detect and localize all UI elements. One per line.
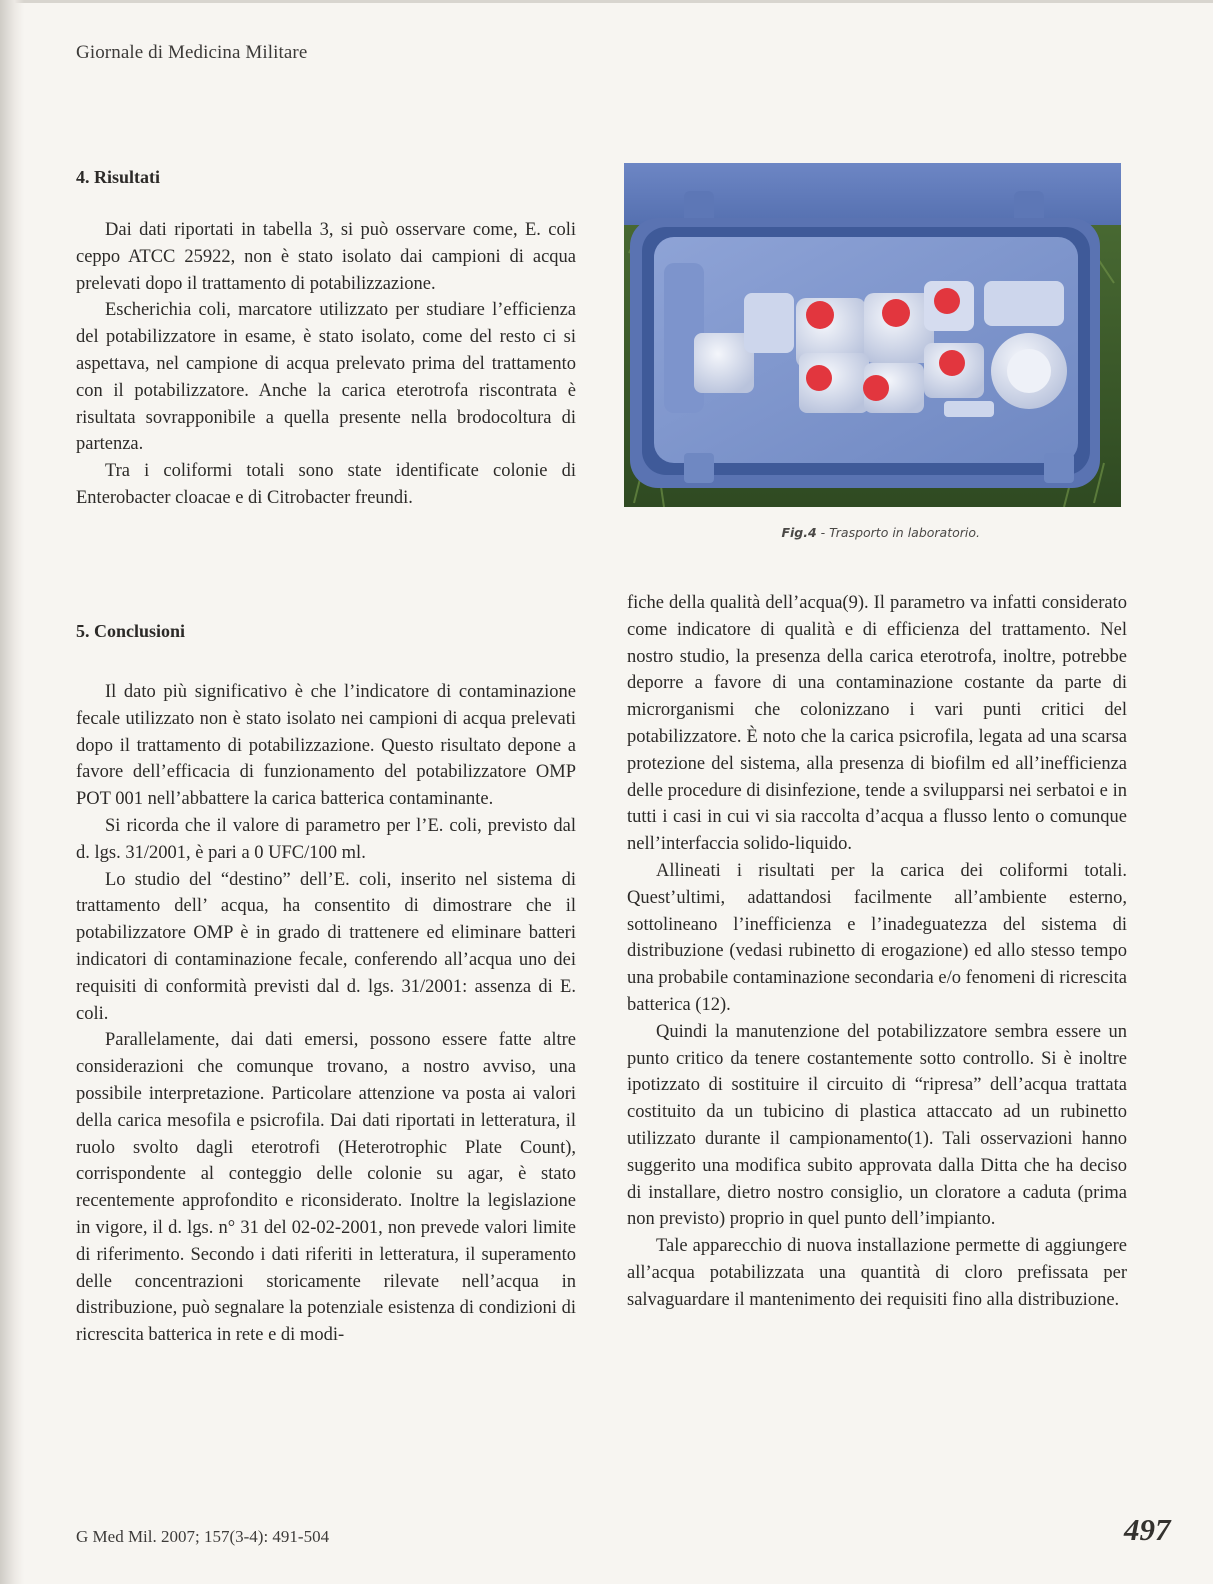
figure-label: Fig.4	[781, 525, 817, 540]
results-heading: 4. Risultati	[76, 167, 161, 187]
binding-gutter-shadow	[0, 0, 24, 1584]
page-number: 497	[1124, 1512, 1171, 1547]
figure-caption	[624, 525, 980, 540]
conclusions-paragraph-7: Quindi la manutenzione del potabilizzatore sembra essere un punto critico da tenere costantemente sotto controllo. Si è inoltre ipotizzato di sostituire il circuito di “ripresa” dell’acqua trattata costituito da un tubicino di plastica attaccato ad un rubinetto utilizzato durante il campionamento(1). Tali osservazioni hanno suggerito una modifica subito approvata dalla Ditta che ha deciso di installare, dietro nostro consiglio, un cloratore a caduta (prima non previsto) proprio in quel punto dell’impianto.	[627, 1021, 1127, 1230]
results-section	[76, 163, 576, 512]
cooler-photo-illustration	[624, 163, 1121, 507]
running-head: Giornale di Medicina Militare	[76, 42, 308, 63]
conclusions-paragraph-8: Tale apparecchio di nuova installazione permette di aggiungere all’acqua potabilizzata una quantità di cloro prefissata per salvaguardare il mantenimento dei requisiti fino alla distribuzione.	[627, 1236, 1127, 1310]
page-top-edge	[0, 0, 1213, 3]
conclusions-paragraph-2: Si ricorda che il valore di parametro per l’E. coli, previsto dal d. lgs. 31/2001, è pari a 0 UFC/100 ml.	[76, 815, 576, 863]
figure-cooler-photo	[624, 163, 1121, 507]
results-paragraph-3: Tra i coliformi totali sono state identificate colonie di Enterobacter cloacae e di Citrobacter freundi.	[76, 461, 576, 508]
conclusions-paragraph-6: Allineati i risultati per la carica dei coliformi totali. Quest’ultimi, adattandosi facilmente all’ambiente esterno, sottolineano l’inefficienza e l’inadeguatezza del sistema di distribuzione (vedasi rubinetto di erogazione) ed allo stesso tempo una probabile contaminazione secondaria e/o fenomeni di ricrescita batterica (12).	[627, 860, 1127, 1015]
conclusions-paragraph-5: fiche della qualità dell’acqua(9). Il parametro va infatti considerato come indicatore di qualità e di efficienza del trattamento. Nel nostro studio, la presenza della carica eterotrofa, inoltre, potrebbe deporre a favore di una contaminazione costante da parte di microrganismi che colonizzano i vari punti critici del potabilizzatore. È noto che la carica psicrofila, legata ad una scarsa protezione del sistema, alla presenza di biofilm ed all’inefficienza delle procedure di disinfezione, tende a svilupparsi nei serbatoi e in tutti i casi in cui vi sia raccolta d’acqua a flusso lento o comunque nell’interfaccia solido-liquido.	[627, 593, 1127, 855]
conclusions-section	[76, 617, 576, 1349]
conclusions-heading: 5. Conclusioni	[76, 621, 186, 641]
results-paragraph-2: Escherichia coli, marcatore utilizzato per studiare l’efficienza del potabilizzatore in esame, è stato isolato, come del resto ci si aspettava, nel campione di acqua prelevato prima del trattamento con il potabilizzatore. Anche la carica eterotrofa riscontrata è risultata sovrapponibile a quella presente nella brodocoltura di partenza.	[76, 300, 576, 455]
conclusions-paragraph-4: Parallelamente, dai dati emersi, possono essere fatte altre considerazioni che comunque trovano, a nostro avviso, una possibile interpretazione. Particolare attenzione va posta ai valori della carica mesofila e psicrofila. Dai dati riportati in letteratura, il ruolo svolto dagli eterotrofi (Heterotrophic Plate Count), corrispondente al conteggio delle colonie su agar, è stato recentemente approfondito e riconsiderato. Inoltre la legislazione in vigore, il d. lgs. n° 31 del 02-02-2001, non prevede valori limite di riferimento. Secondo i dati riferiti in letteratura, il superamento delle concentrazioni storicamente rilevate nell’acqua in distribuzione, può segnalare la potenziale esistenza di condizioni di ricrescita batterica in rete e di modi-	[76, 1030, 576, 1346]
conclusions-continued	[627, 590, 1127, 1314]
conclusions-paragraph-1: Il dato più significativo è che l’indicatore di contaminazione fecale utilizzato non è stato isolato nei campioni di acqua prelevati dopo il trattamento di potabilizzazione. Questo risultato depone a favore dell’efficacia di funzionamento del potabilizzatore OMP POT 001 nell’abbattere la carica batterica contaminante.	[76, 682, 576, 810]
results-paragraph-1: Dai dati riportati in tabella 3, si può osservare come, E. coli ceppo ATCC 25922, non è stato isolato dai campioni di acqua prelevati dopo il trattamento di potabilizzazione.	[76, 220, 576, 294]
footer-citation: G Med Mil. 2007; 157(3-4): 491-504	[76, 1527, 330, 1546]
conclusions-paragraph-3: Lo studio del “destino” dell’E. coli, inserito nel sistema di trattamento dell’ acqua, ha consentito di dimostrare che il potabilizzatore OMP è in grado di trattenere ed eliminare batteri indicatori di contaminazione fecale, conferendo all’acqua uno dei requisiti di conformità previsti dal d. lgs. 31/2001: assenza di E. coli.	[76, 869, 576, 1024]
figure-caption-text: - Trasporto in laboratorio.	[816, 525, 980, 540]
